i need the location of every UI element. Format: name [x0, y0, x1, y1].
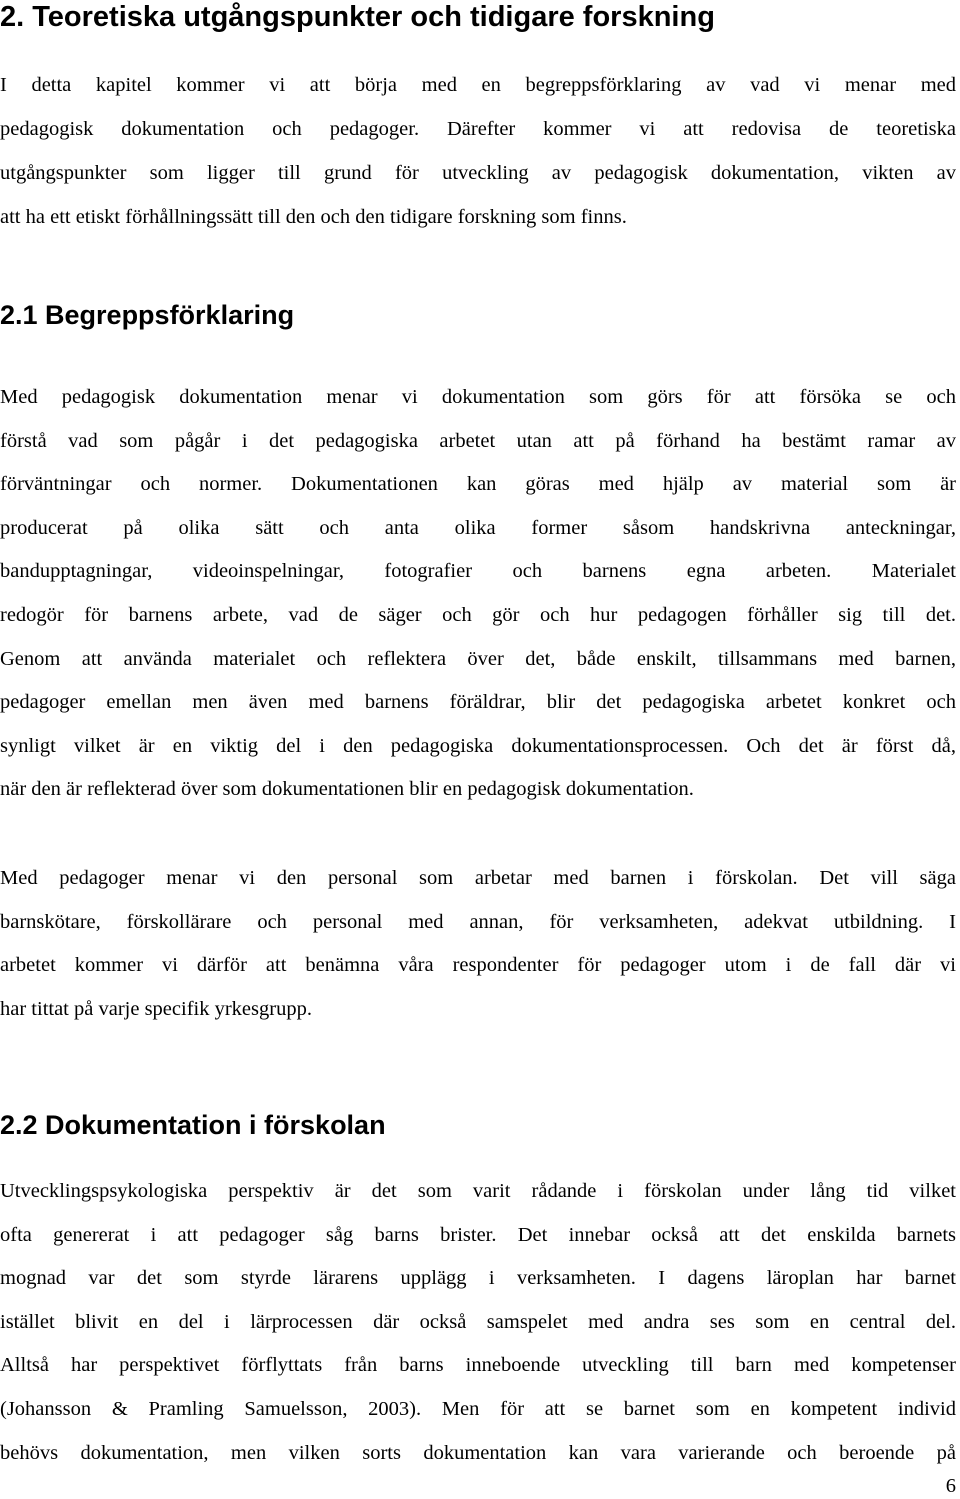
text-line: förstå vad som pågår i det pedagogiska arbetet utan att på förhand ha bestämt ramar av	[0, 429, 956, 452]
text-line: har tittat på varje specifik yrkesgrupp.	[0, 997, 312, 1020]
text-line: mognad var det som styrde lärarens upplägg i verksamheten. I dagens läroplan har barnet	[0, 1267, 956, 1290]
text-line: arbetet kommer vi därför att benämna våra respondenter för pedagoger utom i de fall där vi	[0, 954, 956, 977]
text-line: Genom att använda materialet och reflektera över det, både enskilt, tillsammans med barnen,	[0, 647, 956, 670]
text-line: I detta kapitel kommer vi att börja med en begreppsförklaring av vad vi menar med	[0, 74, 956, 96]
text-line: Med pedagoger menar vi den personal som arbetar med barnen i förskolan. Det vill säga	[0, 867, 956, 889]
text-line: synligt vilket är en viktig del i den pedagogiska dokumentationsprocessen. Och det är först då,	[0, 734, 956, 757]
text-line: barnskötare, förskollärare och personal med annan, för verksamheten, adekvat utbildning. I	[0, 910, 956, 933]
text-line: (Johansson & Pramling Samuelsson, 2003). Men för att se barnet som en kompetent individ	[0, 1397, 956, 1420]
text-line: när den är reflekterad över som dokumentationen blir en pedagogisk dokumentation.	[0, 778, 694, 801]
text-line: ofta genererat i att pedagoger såg barns brister. Det innebar också att det enskilda barnets	[0, 1223, 956, 1246]
text-line: bandupptagningar, videoinspelningar, fotografier och barnens egna arbeten. Materialet	[0, 560, 956, 583]
text-line: pedagoger emellan men även med barnens föräldrar, blir det pedagogiska arbetet konkret och	[0, 691, 956, 714]
chapter-heading: 2. Teoretiska utgångspunkter och tidigare forskning	[0, 1, 715, 33]
text-line: Med pedagogisk dokumentation menar vi dokumentation som görs för att försöka se och	[0, 386, 956, 408]
section-2-1-paragraph-1	[0, 376, 956, 812]
intro-paragraph	[0, 63, 956, 239]
section-2-1-paragraph-2	[0, 857, 956, 1031]
text-line: Alltså har perspektivet förflyttats från barns inneboende utveckling till barn med kompetenser	[0, 1354, 956, 1377]
text-line: producerat på olika sätt och anta olika former såsom handskrivna anteckningar,	[0, 516, 956, 539]
text-line: pedagogisk dokumentation och pedagoger. Därefter kommer vi att redovisa de teoretiska	[0, 118, 956, 140]
text-line: Utvecklingspsykologiska perspektiv är det som varit rådande i förskolan under lång tid vilket	[0, 1180, 956, 1202]
section-heading-2-2: 2.2 Dokumentation i förskolan	[0, 1110, 386, 1140]
text-line: förväntningar och normer. Dokumentationen kan göras med hjälp av material som är	[0, 473, 956, 496]
text-line: utgångspunkter som ligger till grund för utveckling av pedagogisk dokumentation, vikten av	[0, 162, 956, 184]
page-number: 6	[945, 1475, 956, 1497]
section-2-2-paragraph-1	[0, 1170, 956, 1475]
text-line: att ha ett etiskt förhållningssätt till den och den tidigare forskning som finns.	[0, 206, 627, 228]
section-heading-2-1: 2.1 Begreppsförklaring	[0, 300, 295, 330]
text-line: redogör för barnens arbete, vad de säger och gör och hur pedagogen förhåller sig till det.	[0, 603, 956, 626]
text-line: behövs dokumentation, men vilken sorts dokumentation kan vara varierande och beroende på	[0, 1441, 956, 1464]
text-line: istället blivit en del i lärprocessen där också samspelet med andra ses som en central del.	[0, 1310, 956, 1333]
